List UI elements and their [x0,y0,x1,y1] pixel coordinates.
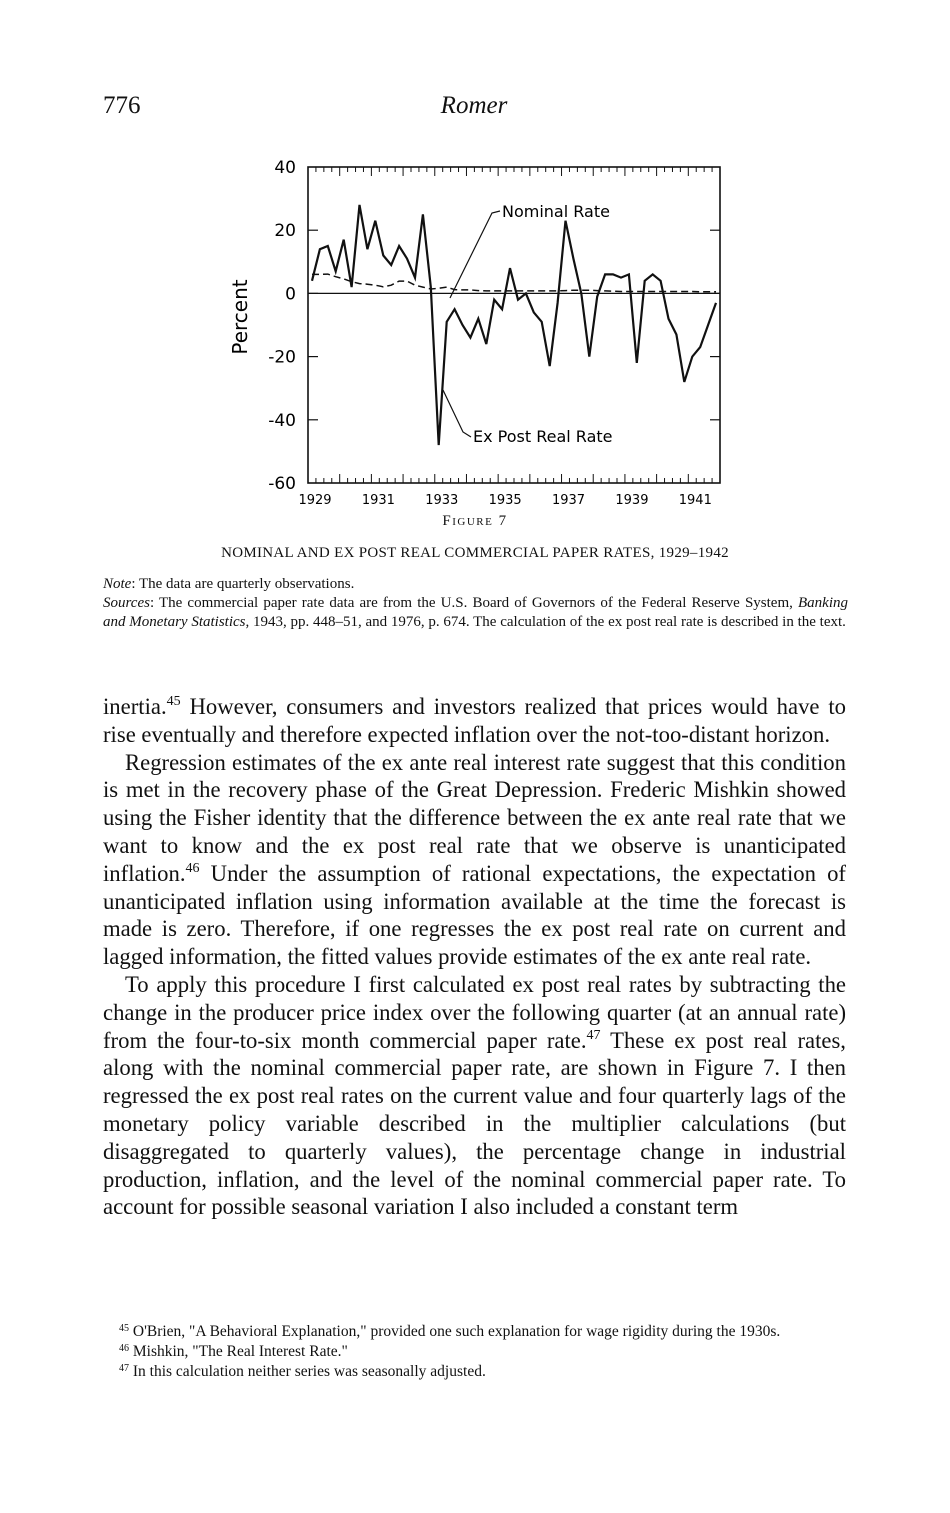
body-text [103,693,846,1221]
page-number: 776 [103,92,141,119]
nominal-rate-label: Nominal Rate [502,202,610,221]
x-tick-label: 1933 [425,493,459,508]
y-tick-label: -60 [268,474,296,494]
y-tick-label: 0 [285,284,296,305]
x-tick-label: 1939 [615,493,649,508]
x-tick-label: 1929 [298,493,332,508]
footnote: $^{47}$ In this calculation neither series was seasonally adjusted. [119,1363,486,1380]
figure-title: NOMINAL AND EX POST REAL COMMERCIAL PAPER RATES, 1929–1942 [221,545,729,561]
x-tick-label: 1937 [551,493,586,508]
nominal-rate-leader [450,211,500,298]
x-tick-label: 1941 [678,493,712,508]
running-head: Romer [440,92,508,119]
footnote: $^{45}$ O'Brien, "A Behavioral Explanation," provided one such explanation for wage rigidity during the 1930s. [119,1323,781,1340]
paragraph: Regression estimates of the ex ante real interest rate suggest that this condition is met in the recovery phase of the Great Depression. Frederic Mishkin showed using the Fisher identity that the difference between the ex ante real rate that we want to know and the ex post real rate that we observe is unanticipated inflation.$^{46}$ Under the assumption of rational expectations, the expectation of unanticipated inflation using information available at the time the forecast is made is zero. Therefore, if one regresses the ex post real rate on current and lagged information, the fitted values provide estimates of the ex ante real rate. [103,749,846,970]
y-tick-label: 40 [274,158,296,178]
figure-sources: Sources: The commercial paper rate data are from the U.S. Board of Governors of the Federal Reserve System, Banking and Monetary Statistics, 1943, pp. 448–51, and 1976, p. 674. The calculation of the ex post real rate is described in the text. [103,595,848,630]
annotations [443,202,613,446]
figure-label: Figure 7 [442,513,508,529]
figure-7-chart [215,150,745,520]
footnote-ref: 45 [166,694,181,709]
ex-post-real-rate-leader [443,390,471,437]
y-tick-label: -20 [268,347,296,368]
footnote-ref: 47 [586,1027,601,1043]
footnotes [103,1322,848,1382]
x-tick-label: 1931 [361,493,395,508]
y-tick-label: -40 [268,410,296,431]
y-tick-label: 20 [274,221,296,242]
figure-notes [103,575,848,632]
ex-post-real-rate-label: Ex Post Real Rate [473,427,613,446]
page-header [103,92,845,126]
figure-note: Note: The data are quarterly observations. [103,576,355,592]
series-group [312,205,716,445]
footnote: $^{46}$ Mishkin, "The Real Interest Rate." [119,1343,348,1360]
x-tick-label: 1935 [488,493,522,508]
ex-post-real-rate-line [312,205,716,445]
y-axis-label: Percent [228,279,252,355]
paragraph: inertia.$^{45}$ However, consumers and investors realized that prices would have to rise eventually and therefore expected inflation over the not-too-distant horizon. [103,694,846,747]
footnote-ref: 46 [185,860,200,876]
paragraph: To apply this procedure I first calculated ex post real rates by subtracting the change in the producer price index over the following quarter (at an annual rate) from the four-to-six month commercial paper rate.$^{47}$ These ex post real rates, along with the nominal commercial paper rate, are shown in Figure 7. I then regressed the ex post real rates on the current value and four quarterly lags of the monetary policy variable described in the multiplier calculations (but disaggregated to quarterly values), the percentage change in industrial production, inflation, and the level of the nominal commercial paper rate. To account for possible seasonal variation I also included a constant term [103,971,846,1220]
